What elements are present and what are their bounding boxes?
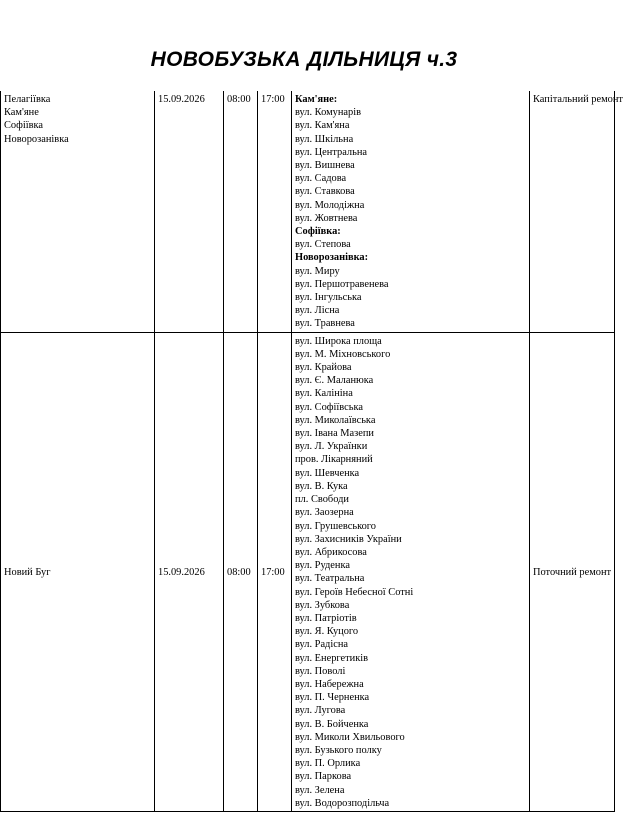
page-title: НОВОБУЗЬКА ДІЛЬНИЦЯ ч.3 [150, 48, 458, 71]
street-name: вул. Л. Українки [295, 441, 368, 453]
street-name: вул. Героїв Небесної Сотні [295, 586, 414, 598]
end-time-cell: 17:00 [258, 332, 292, 811]
street-name: вул. Івана Мазепи [295, 428, 374, 440]
table-row [1, 332, 615, 811]
street-name: вул. Миру [295, 265, 340, 277]
street-name: вул. Молодіжна [295, 199, 365, 211]
street-name: вул. Паркова [295, 771, 352, 783]
street-name: вул. Заозерна [295, 507, 354, 519]
settlement-name: Новий Буг [4, 566, 51, 578]
settlement-name: Новорозанівка [4, 133, 69, 145]
street-name: вул. Миколаївська [295, 414, 376, 426]
street-name: вул. Набережна [295, 678, 364, 690]
street-name: вул. Шкільна [295, 133, 354, 145]
village-heading: Новорозанівка: [295, 252, 369, 264]
street-name: вул. Садова [295, 173, 347, 185]
street-name: вул. Зелена [295, 784, 345, 796]
street-name: вул. В. Бойченка [295, 718, 369, 730]
street-name: вул. П. Черненка [295, 692, 370, 704]
street-name: вул. Поволі [295, 665, 346, 677]
street-name: вул. Вишнева [295, 160, 355, 172]
street-name: вул. Широка площа [295, 335, 382, 347]
street-name: вул. Водорозподільча [295, 797, 390, 809]
work-type-cell: Поточний ремонт [530, 332, 615, 811]
street-name: вул. Крайова [295, 362, 352, 374]
street-name: вул. Грушевського [295, 520, 376, 532]
street-name: вул. Театральна [295, 573, 365, 585]
start-time-cell: 08:00 [224, 91, 258, 332]
street-name: вул. Патріотів [295, 612, 357, 624]
streets-cell [292, 332, 530, 811]
table-row [1, 91, 615, 332]
street-name: вул. Миколи Хвильового [295, 731, 405, 743]
street-name: вул. Інгульська [295, 292, 362, 304]
end-time-cell: 17:00 [258, 91, 292, 332]
settlement-name: Пелагіївка [4, 94, 51, 105]
street-name: вул. Лісна [295, 305, 340, 317]
streets-cell [292, 91, 530, 332]
settlement-name: Кам'яне [4, 107, 39, 119]
village-heading: Софіївка: [295, 226, 341, 238]
street-name: вул. П. Орлика [295, 758, 361, 770]
street-name: вул. Кам'яна [295, 120, 350, 132]
street-name: вул. Енергетиків [295, 652, 369, 664]
street-name: вул. Лугова [295, 705, 346, 717]
settlements-cell [1, 91, 155, 332]
street-name: вул. Центральна [295, 146, 368, 158]
street-name: вул. Руденка [295, 560, 350, 572]
street-name: вул. Шевченка [295, 467, 360, 479]
street-name: пров. Лікарняний [295, 454, 373, 466]
street-name: вул. Захисників України [295, 533, 402, 545]
street-name: вул. Зубкова [295, 599, 350, 611]
date-cell: 15.09.2026 [155, 91, 224, 332]
street-name: вул. М. Міхновського [295, 348, 391, 360]
settlements-cell [1, 332, 155, 811]
street-name: вул. Софіївська [295, 401, 363, 413]
outage-schedule-table [0, 91, 623, 812]
table-body [1, 91, 623, 811]
street-name: вул. Травнева [295, 318, 355, 330]
settlement-name: Софіївка [4, 120, 44, 132]
street-name: вул. Абрикосова [295, 546, 367, 558]
date-cell: 15.09.2026 [155, 332, 224, 811]
street-name: вул. Першотравенева [295, 278, 389, 290]
street-name: вул. Є. Маланюка [295, 375, 374, 387]
street-name: вул. Радісна [295, 639, 349, 651]
village-heading: Кам'яне: [295, 94, 338, 105]
work-type-cell: Капітальний ремонт [530, 91, 615, 332]
street-name: вул. Бузького полку [295, 744, 382, 756]
street-name: пл. Свободи [295, 494, 349, 506]
street-name: вул. Я. Куцого [295, 626, 359, 638]
street-name: вул. Комунарів [295, 107, 362, 119]
street-name: вул. Ставкова [295, 186, 355, 198]
street-name: вул. Степова [295, 239, 351, 251]
street-name: вул. Калініна [295, 388, 353, 400]
start-time-cell: 08:00 [224, 332, 258, 811]
street-name: вул. Жовтнева [295, 212, 358, 224]
street-name: вул. В. Кука [295, 480, 348, 492]
